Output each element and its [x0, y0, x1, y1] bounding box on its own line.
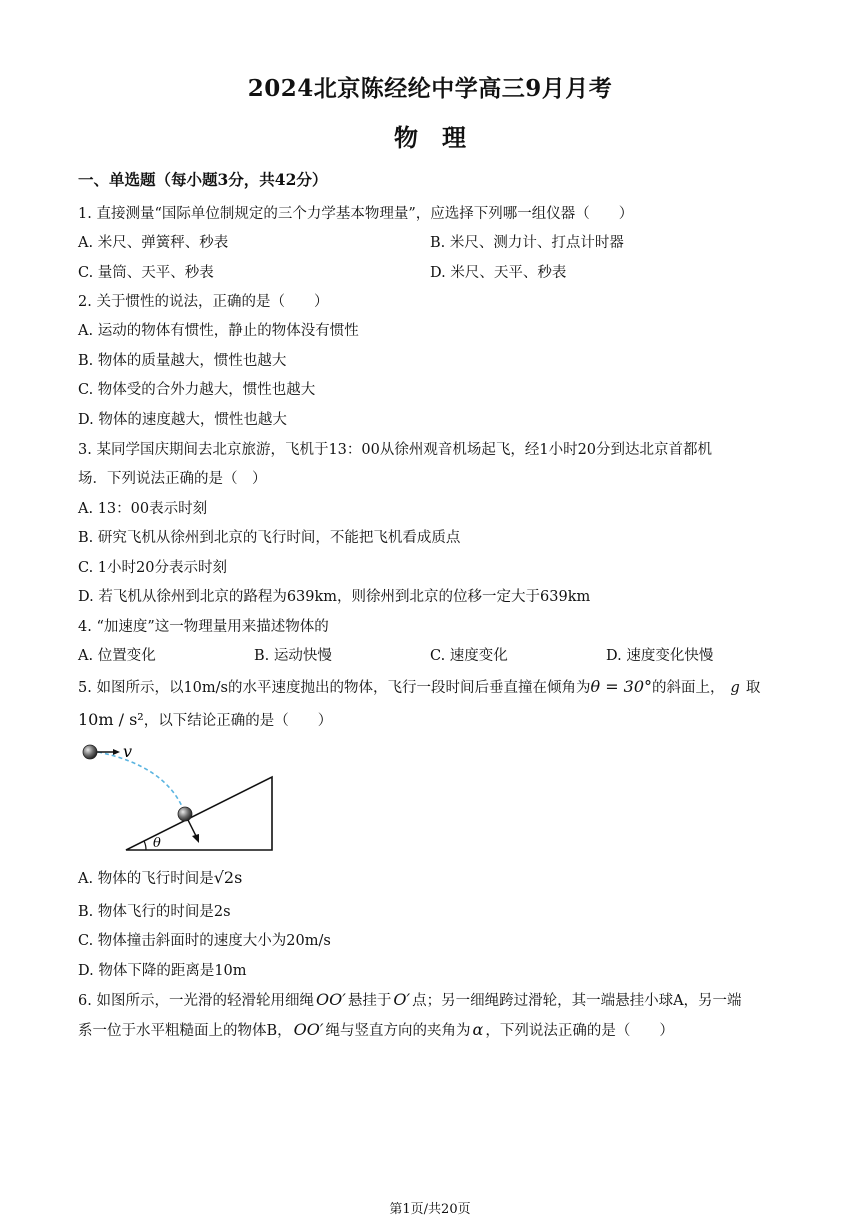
- velocity-arrowhead: [113, 749, 120, 755]
- question-5-stem-line-2: [78, 709, 332, 730]
- initial-ball: [83, 745, 97, 759]
- q5-text-part-2: 的斜面上，: [652, 680, 725, 696]
- q6-text-part-5: 绳与竖直方向的夹角为: [325, 1023, 471, 1039]
- question-6-stem-line-1: [78, 989, 742, 1010]
- theta-label: θ: [153, 836, 161, 851]
- velocity-label: v: [123, 742, 133, 761]
- question-3-option-d: D. 若飞机从徐州到北京的路程为639km，则徐州到北京的位移一定大于639km: [78, 589, 591, 605]
- q6-text-part-6: ，下列说法正确的是（ ）: [485, 1023, 674, 1039]
- question-3-option-c: C. 1小时20分表示时刻: [78, 560, 227, 576]
- question-3-stem-line-1: 3. 某同学国庆期间去北京旅游，飞机于13：00从徐州观音机场起飞，经1小时20分到达北京首都机: [78, 442, 713, 458]
- question-2-option-b: B. 物体的质量越大，惯性也越大: [78, 353, 287, 369]
- angle-arc: [144, 841, 146, 850]
- alpha-symbol: α: [472, 1020, 484, 1039]
- rope-oo-label: OO′: [315, 990, 346, 1009]
- question-5-option-c: C. 物体撞击斜面时的速度大小为20m/s: [78, 933, 331, 949]
- q6-text-part-3: 点；另一细绳跨过滑轮，其一端悬挂小球A，另一端: [412, 993, 742, 1009]
- question-3-stem-line-2: 场．下列说法正确的是（ ）: [78, 471, 267, 487]
- trajectory-curve: [98, 752, 184, 811]
- question-5-stem-line-1: [78, 676, 760, 697]
- question-4-option-c: C. 速度变化: [430, 648, 508, 664]
- q6-text-part-1: 6. 如图所示，一光滑的轻滑轮用细绳: [78, 993, 314, 1009]
- question-3-option-b: B. 研究飞机从徐州到北京的飞行时间，不能把飞机看成质点: [78, 530, 461, 546]
- theta-expression: θ = 30°: [590, 677, 653, 696]
- q5-option-a-text: A. 物体的飞行时间是: [78, 871, 214, 887]
- question-2-option-d: D. 物体的速度越大，惯性也越大: [78, 412, 287, 428]
- sqrt-expression: √2s: [213, 868, 243, 887]
- impact-arrowhead: [192, 834, 199, 843]
- impact-ball: [178, 807, 192, 821]
- question-1-option-a: A. 米尺、弹簧秤、秒表: [78, 235, 229, 251]
- question-1-option-d: D. 米尺、天平、秒表: [430, 265, 567, 281]
- projectile-incline-figure: [76, 736, 286, 858]
- question-4-option-d: D. 速度变化快慢: [606, 648, 714, 664]
- rope-oo-label-2: OO′: [293, 1020, 324, 1039]
- q5-text-part-4: ，以下结论正确的是（ ）: [143, 713, 333, 729]
- exam-title: 2024北京陈经纶中学高三9月月考: [247, 75, 613, 102]
- question-4-stem: 4. “加速度”这一物理量用来描述物体的: [78, 619, 329, 635]
- question-2-option-a: A. 运动的物体有惯性，静止的物体没有惯性: [78, 323, 359, 339]
- question-4-option-a: A. 位置变化: [78, 648, 156, 664]
- q6-text-part-2: 悬挂于: [347, 993, 392, 1009]
- question-1-option-c: C. 量筒、天平、秒表: [78, 265, 214, 281]
- question-2-option-c: C. 物体受的合外力越大，惯性也越大: [78, 382, 316, 398]
- question-3-option-a: A. 13：00表示时刻: [78, 501, 208, 517]
- page-footer: 第1页/共20页: [389, 1202, 471, 1217]
- question-5-option-d: D. 物体下降的距离是10m: [78, 963, 247, 979]
- question-4-option-b: B. 运动快慢: [254, 648, 332, 664]
- section-heading: 一、单选题（每小题3分，共42分）: [78, 170, 328, 189]
- question-6-stem-line-2: [78, 1019, 674, 1040]
- q5-text-part-1: 5. 如图所示，以10m/s的水平速度抛出的物体，飞行一段时间后垂直撞在倾角为: [78, 680, 591, 696]
- q5-text-part-3: 取: [745, 680, 761, 696]
- subject-title: 物 理: [394, 123, 466, 152]
- q6-text-part-4: 系一位于水平粗糙面上的物体B，: [78, 1023, 292, 1039]
- question-2-stem: 2. 关于惯性的说法，正确的是（ ）: [78, 294, 329, 310]
- point-o-prime-label: O′: [393, 990, 411, 1009]
- question-1-option-b: B. 米尺、测力计、打点计时器: [430, 235, 624, 251]
- question-5-option-a: [78, 867, 242, 888]
- g-value: 10m / s²: [78, 710, 144, 729]
- question-1-stem: 1. 直接测量“国际单位制规定的三个力学基本物理量”，应选择下列哪一组仪器（ ）: [78, 206, 634, 222]
- g-symbol: g: [730, 680, 740, 696]
- question-5-option-b: B. 物体飞行的时间是2s: [78, 904, 231, 920]
